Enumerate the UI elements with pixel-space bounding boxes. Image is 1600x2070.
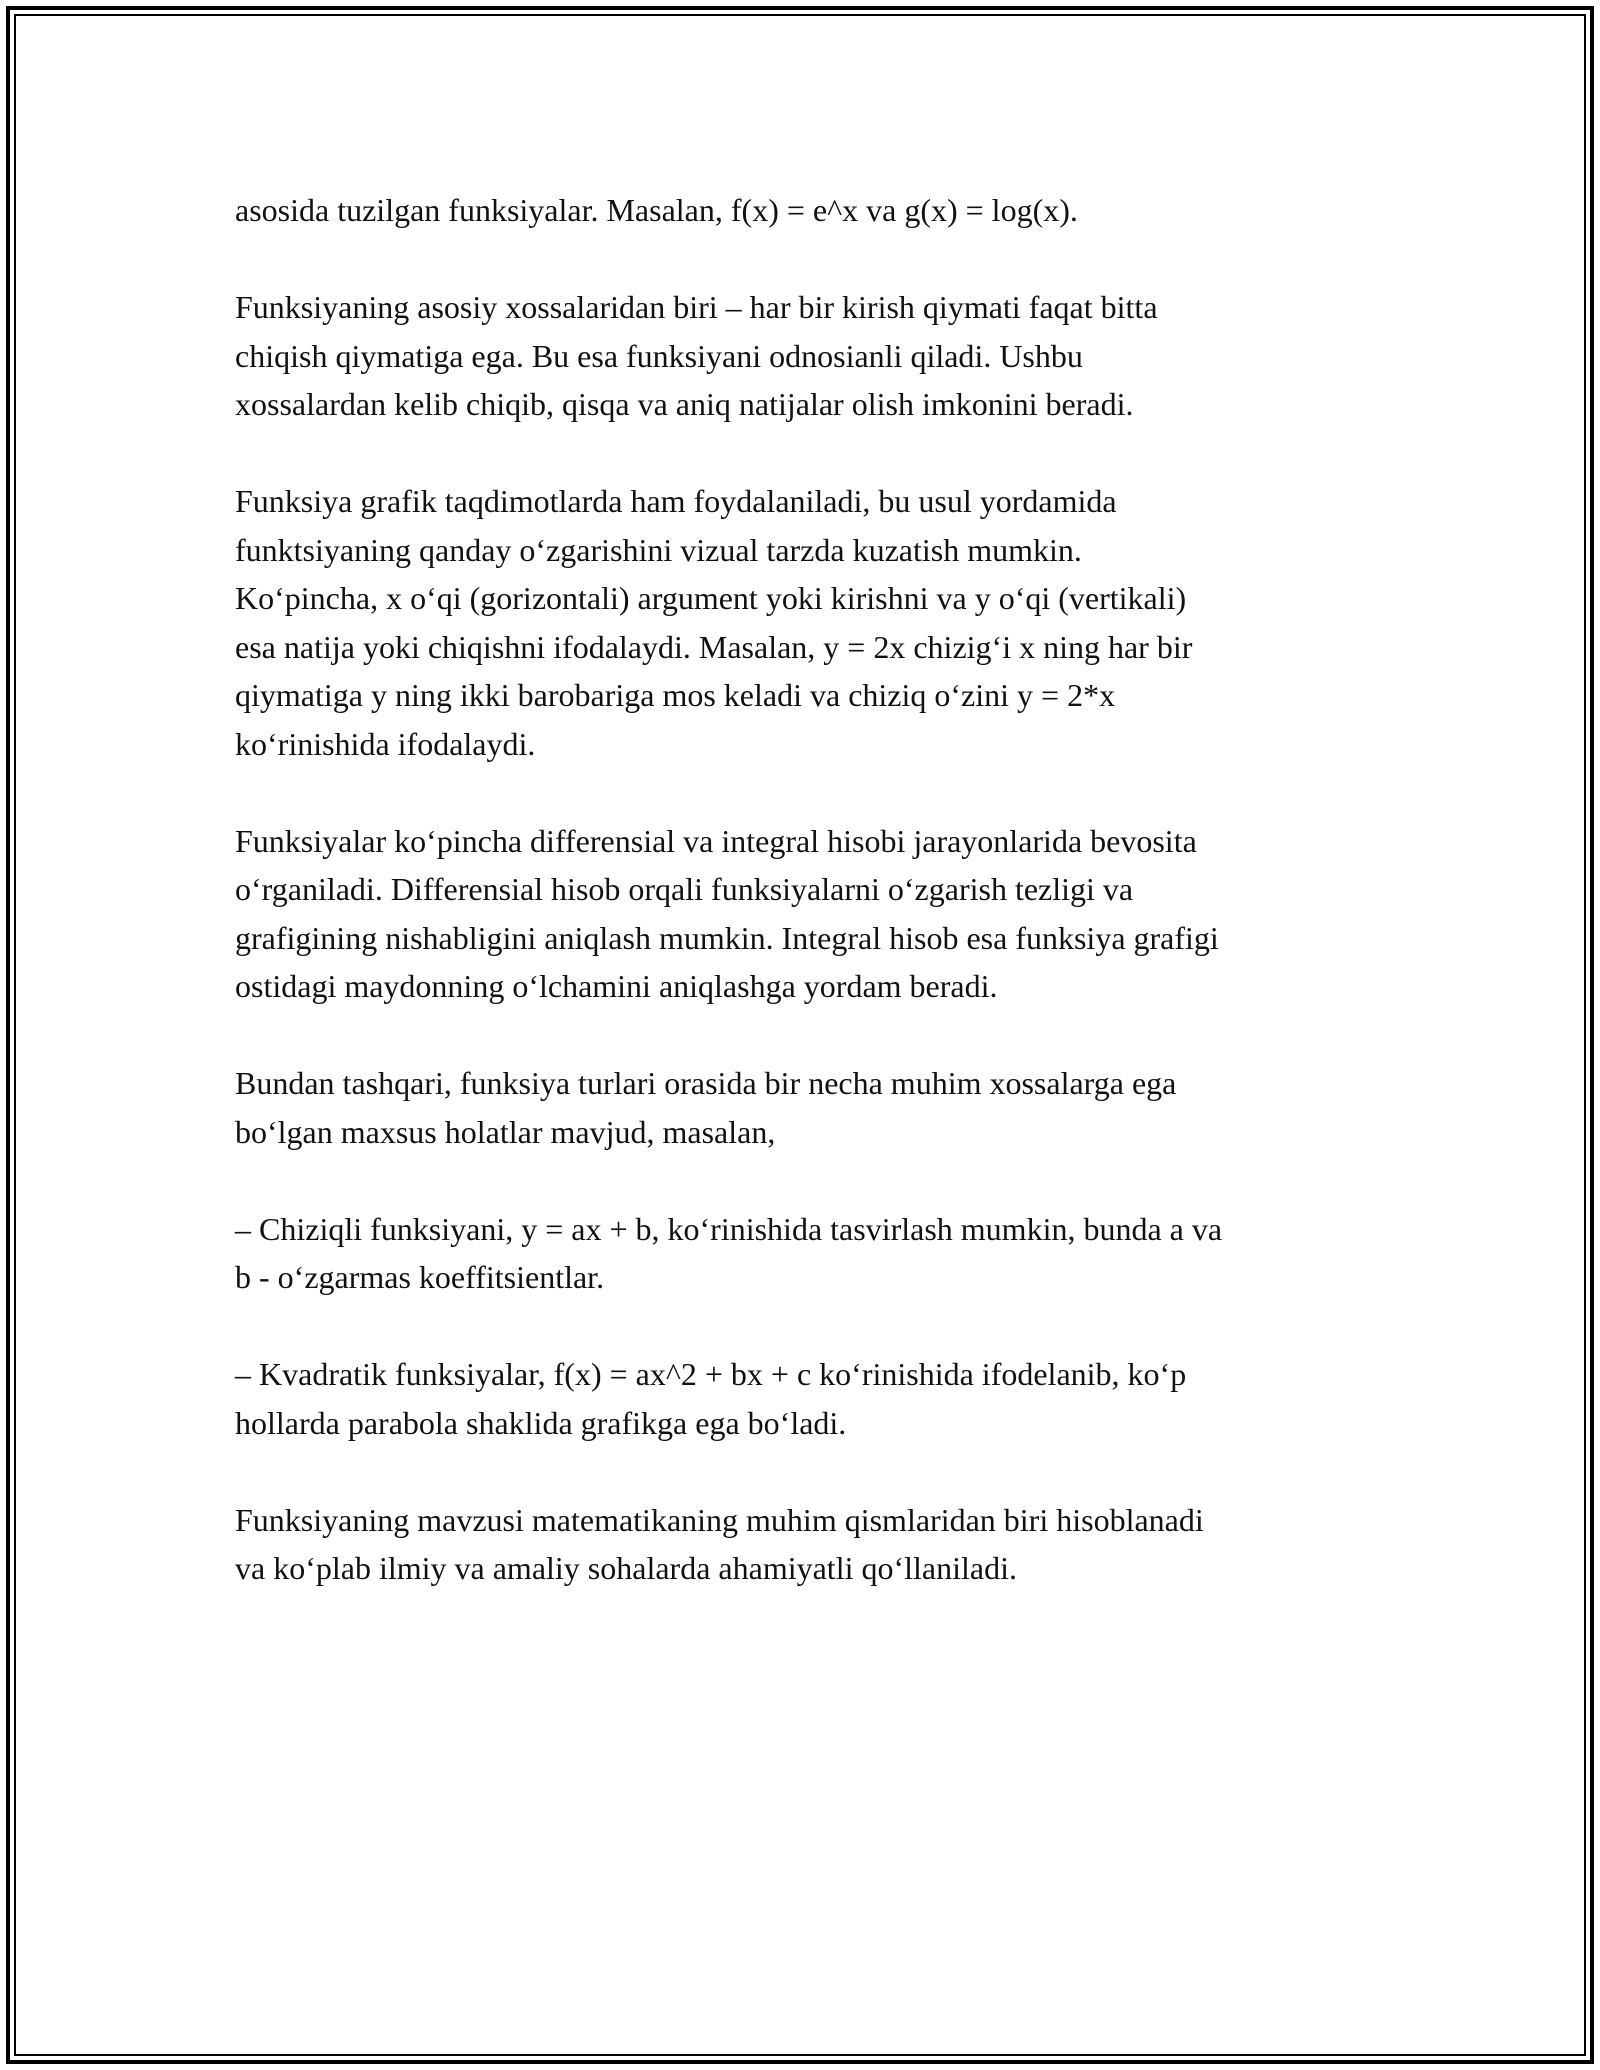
document-body [235,186,1375,1593]
paragraph-calculus: Funksiyalar koʻpincha differensial va integral hisobi jarayonlarida bevosita oʻrganiladi. Differensial hisob orqali funksiyalarni oʻzgarish tezligi va grafigining nishabligini aniqlash mumkin. Integral hisob esa funksiya grafigi ostidagi maydonning oʻlchamini aniqlashga yordam beradi. [235,822,1219,1004]
list-item-quadratic-function: – Kvadratik funksiyalar, f(x) = ax^2 + bx + c koʻrinishida ifodelanib, koʻp hollarda parabola shaklida grafikga ega boʻladi. [235,1356,1187,1441]
list-item-linear-function: – Chiziqli funksiyani, y = ax + b, koʻrinishida tasvirlash mumkin, bunda a va b - oʻzgarmas koeffitsientlar. [235,1210,1223,1295]
paragraph-special-cases-intro: Bundan tashqari, funksiya turlari orasida bir necha muhim xossalarga ega boʻlgan maxsus holatlar mavjud, masalan, [235,1065,1177,1150]
paragraph-conclusion: Funksiyaning mavzusi matematikaning muhim qismlaridan biri hisoblanadi va koʻplab ilmiy va amaliy sohalarda ahamiyatli qoʻllaniladi. [235,1501,1204,1586]
paragraph-graph-representation: Funksiya grafik taqdimotlarda ham foydalaniladi, bu usul yordamida funktsiyaning qanday oʻzgarishini vizual tarzda kuzatish mumkin. Koʻpincha, x oʻqi (gorizontali) argument yoki kirishni va y oʻqi (vertikali) esa natija yoki chiqishni ifodalaydi. Masalan, y = 2x chizigʻi x ning har bir qiymatiga y ning ikki barobariga mos keladi va chiziq oʻzini y = 2*x koʻrinishida ifodalaydi. [235,483,1193,762]
paragraph-exp-log-examples: asosida tuzilgan funksiyalar. Masalan, f(x) = e^x va g(x) = log(x). [235,192,1078,228]
paragraph-function-property: Funksiyaning asosiy xossalaridan biri – har bir kirish qiymati faqat bitta chiqish qiymatiga ega. Bu esa funksiyani odnosianli qiladi. Ushbu xossalardan kelib chiqib, qisqa va aniq natijalar olish imkonini beradi. [235,289,1158,422]
